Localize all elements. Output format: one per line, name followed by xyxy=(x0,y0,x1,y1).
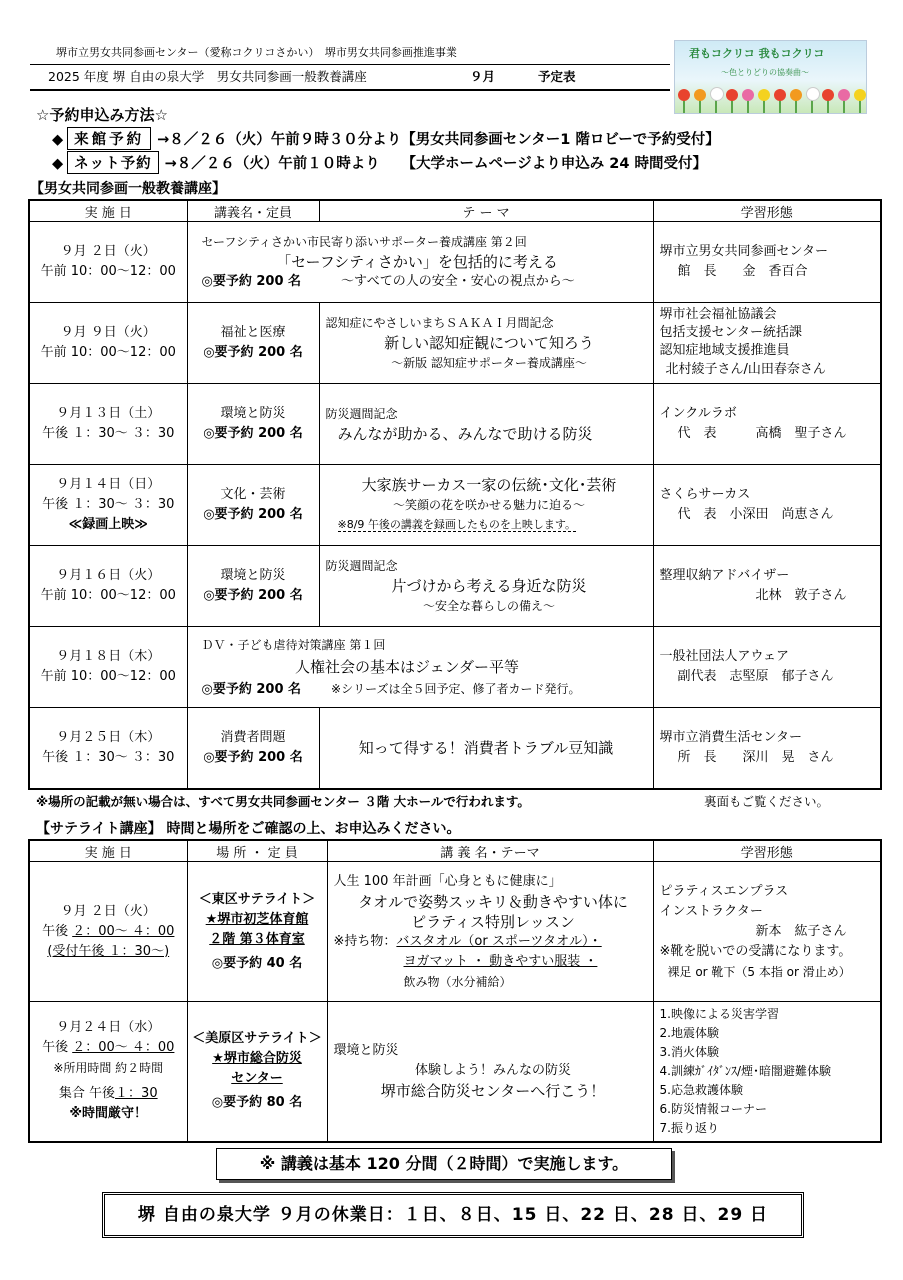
punctuality-note: ※時間厳守！ xyxy=(69,1106,148,1122)
column-header: 学習形態 xyxy=(653,200,881,222)
table-row xyxy=(29,222,881,303)
table-row xyxy=(29,862,881,1002)
course-theme: 人権社会の基本はジェンダー平等 xyxy=(294,657,520,676)
course-theme: 知って得する！消費者トラブル豆知識 xyxy=(358,738,614,757)
gather-time: １：30 xyxy=(115,1086,158,1102)
course-series: 人生 100 年計画「心身ともに健康に」 xyxy=(333,873,562,889)
course-time: 午前 10：00～12：00 xyxy=(40,588,176,603)
schedule-label: 予定表 xyxy=(538,69,576,84)
reservation-row-net xyxy=(52,151,707,174)
bring-item: 飲み物（水分補給） xyxy=(403,974,512,989)
venue-name: センター xyxy=(231,1071,283,1087)
lecturer-name: 新本 紘子さん xyxy=(755,923,847,939)
activity-item: 7.振り返り xyxy=(659,1120,719,1135)
activity-item: 1.映像による災害学習 xyxy=(659,1006,779,1021)
satellite-area: ＜美原区サテライト＞ xyxy=(192,1031,322,1047)
course-time: 午後 １：30～ ３：30 xyxy=(42,426,175,441)
venue-room: ２階 第３体育室 xyxy=(209,931,305,947)
course-category: 文化・芸術 xyxy=(220,487,286,502)
lecturer-name: 所 長 深川 晃 さん xyxy=(677,749,834,765)
lecturer-name: 代 表 高橋 聖子さん xyxy=(677,426,847,441)
table-header-row xyxy=(29,840,881,862)
course-theme: 片づけから考える身近な防災 xyxy=(391,577,587,595)
course-capacity: ◎要予約 200 名 xyxy=(203,588,303,603)
lecturer-name: 館 長 金 香百合 xyxy=(677,264,808,279)
activity-item: 6.防災情報コーナー xyxy=(659,1101,767,1116)
bring-items-label: ※持ち物： xyxy=(333,933,397,949)
course-category: 環境と防災 xyxy=(220,406,286,421)
course-date: ９月１６日（火） xyxy=(56,568,161,583)
column-header: 学習形態 xyxy=(653,840,881,862)
bring-item: ヨガマット ・ 動きやすい服装 ・ xyxy=(403,953,598,969)
table-row xyxy=(29,546,881,627)
course-capacity: ◎要予約 200 名 xyxy=(203,426,303,441)
table-row xyxy=(29,627,881,708)
lecturer-org: 堺市立消費生活センター xyxy=(659,729,802,745)
table-row xyxy=(29,708,881,789)
visit-reservation-text: →８／２６（火）午前９時３０分より【男女共同参画センター1 階ロビーで予約受付】 xyxy=(157,132,720,148)
page-title-bar xyxy=(30,64,670,91)
course-series: 防災週間記念 xyxy=(325,559,398,573)
course-date: ９月２４日（水） xyxy=(56,1020,161,1036)
general-section-title: 【男女共同参画一般教養講座】 xyxy=(30,181,226,197)
lecturer-org: インクルラボ xyxy=(659,406,737,421)
table-header-row xyxy=(29,200,881,222)
reservation-title: ☆予約申込み方法☆ xyxy=(36,106,168,124)
month-label: ９月 xyxy=(470,69,496,84)
activity-item: 2.地震体験 xyxy=(659,1025,719,1040)
diamond-bullet-icon: ◆ xyxy=(52,156,64,172)
course-capacity: ◎要予約 200 名 xyxy=(201,274,302,289)
column-header: 実 施 日 xyxy=(29,200,187,222)
lecturer-org: 堺市立男女共同参画センター xyxy=(659,244,828,259)
column-header: 場 所 ・ 定 員 xyxy=(187,840,327,862)
column-header: テ ー マ xyxy=(319,200,653,222)
lecturer-name: 北村綾子さん/山田春奈さん xyxy=(665,362,826,377)
course-time: 午前 10：00～12：00 xyxy=(40,345,176,360)
course-date: ９月２５日（木） xyxy=(56,729,161,745)
satellite-course-table xyxy=(28,839,882,1143)
column-header: 実 施 日 xyxy=(29,840,187,862)
course-subtitle: ～すべての人の安全・安心の視点から～ xyxy=(341,274,575,289)
net-reservation-label: ネット予約 xyxy=(67,151,159,174)
organization-line: 堺市立男女共同参画センター（愛称コクリコさかい） 堺市男女共同参画推進事業 xyxy=(56,46,457,59)
course-time-prefix: 午後 xyxy=(42,923,73,939)
course-date: ９月 ２日（火） xyxy=(60,244,156,259)
course-category: 福祉と医療 xyxy=(220,325,286,340)
satellite-section-title: 【サテライト講座】 時間と場所をご確認の上、お申込みください。 xyxy=(36,821,461,837)
reception-time: (受付午後 １：30～) xyxy=(47,943,170,959)
venue-name: ★堺市初芝体育館 xyxy=(205,911,309,927)
table-row xyxy=(29,1002,881,1142)
bring-item: バスタオル（or スポーツタオル）・ xyxy=(396,933,602,949)
diamond-bullet-icon: ◆ xyxy=(52,132,64,148)
course-series: ＤＶ・子ども虐待対策講座 第１回 xyxy=(201,637,386,652)
reservation-row-visit xyxy=(52,127,720,150)
basic-duration-note: ※ 講義は基本 120 分間（２時間）で実施します。 xyxy=(216,1148,672,1180)
course-series: セーフシティさかい市民寄り添いサポーター養成講座 第２回 xyxy=(201,235,527,249)
course-theme: タオルで姿勢スッキリ＆動きやすい体に xyxy=(358,892,628,911)
visit-reservation-label: 来館予約 xyxy=(67,127,151,150)
course-subtitle: ピラティス特別レッスン xyxy=(411,912,575,931)
shoe-note: 裸足 or 靴下（5 本指 or 滑止め） xyxy=(667,964,851,979)
course-time: ２：00～ ４：00 xyxy=(72,923,175,939)
course-date: ９月 ２日（火） xyxy=(60,903,156,919)
lecturer-org: ピラティスエンプラス xyxy=(659,883,789,899)
course-date: ９月１４日（日） xyxy=(56,477,161,492)
course-subtitle: ※シリーズは全５回予定、修了者カード発行。 xyxy=(331,681,581,696)
location-note: ※場所の記載が無い場合は、すべて男女共同参画センター ３階 大ホールで行われます。 xyxy=(36,794,530,809)
course-time: 午前 10：00～12：00 xyxy=(40,264,176,279)
table-row xyxy=(29,384,881,465)
course-capacity: ◎要予約 200 名 xyxy=(201,681,302,697)
course-capacity: ◎要予約 80 名 xyxy=(211,1095,303,1111)
lecturer-org: 包括支援センター統括課 xyxy=(659,325,802,340)
course-series: 環境と防災 xyxy=(333,1043,399,1059)
lecturer-org: さくらサーカス xyxy=(659,487,751,502)
course-capacity: ◎要予約 40 名 xyxy=(211,955,303,971)
course-time-prefix: 午後 xyxy=(42,1040,73,1056)
course-theme: 「セーフシティさかい」を包括的に考える xyxy=(276,253,558,271)
course-capacity: ◎要予約 200 名 xyxy=(203,345,303,360)
course-capacity: ◎要予約 200 名 xyxy=(203,749,303,765)
net-reservation-text: →８／２６（火）午前１０時より 【大学ホームページより申込み 24 時間受付】 xyxy=(164,156,708,172)
course-subtitle: ～安全な暮らしの備え～ xyxy=(422,599,555,613)
course-date: ９月１３日（土） xyxy=(56,406,161,421)
course-theme: みんなが助かる、みんなで助ける防災 xyxy=(337,425,593,443)
column-header: 講義名・定員 xyxy=(187,200,319,222)
lecturer-name: 北林 敦子さん xyxy=(755,588,847,603)
course-series: 防災週間記念 xyxy=(325,407,398,421)
venue-name: ★堺市総合防災 xyxy=(212,1051,302,1067)
banner-subslogan: ～色とりどりの協奏曲～ xyxy=(721,68,809,77)
lecturer-name: 副代表 志堅原 郁子さん xyxy=(677,669,834,684)
activity-item: 3.消火体験 xyxy=(659,1044,719,1059)
lecturer-org: 整理収納アドバイザー xyxy=(659,568,790,583)
duration-note: ※所用時間 約２時間 xyxy=(53,1061,164,1076)
course-subtitle: ～新版 認知症サポーター養成講座～ xyxy=(391,356,587,370)
lecturer-name: 代 表 小深田 尚恵さん xyxy=(677,507,834,522)
cocoricot-banner-image xyxy=(674,40,867,114)
course-time: 午前 10：00～12：00 xyxy=(40,669,176,684)
program-title: 2025 年度 堺 自由の泉大学 男女共同参画一般教養講座 xyxy=(48,69,367,84)
course-time: 午後 １：30～ ３：30 xyxy=(42,497,175,512)
course-time: 午後 １：30～ ３：30 xyxy=(42,749,175,765)
table-row xyxy=(29,465,881,546)
course-theme: 新しい認知症観について知ろう xyxy=(384,334,594,352)
course-date: ９月 ９日（火） xyxy=(60,325,156,340)
general-course-table xyxy=(28,199,882,790)
banner-slogan: 君もコクリコ 我もコクリコ xyxy=(689,47,825,60)
course-subtitle: ～笑顔の花を咲かせる魅力に迫る～ xyxy=(392,498,585,512)
course-category: 消費者問題 xyxy=(220,729,286,745)
course-capacity: ◎要予約 200 名 xyxy=(203,507,303,522)
course-date: ９月１８日（木） xyxy=(56,649,161,664)
column-header: 講 義 名・テーマ xyxy=(327,840,653,862)
course-subtitle: 堺市総合防災センターへ行こう！ xyxy=(380,1082,606,1101)
lecturer-org: 堺市社会福祉協議会 xyxy=(659,307,777,322)
satellite-area: ＜東区サテライト＞ xyxy=(198,891,316,907)
course-category: 環境と防災 xyxy=(220,568,286,583)
shoe-note: ※靴を脱いでの受講になります。 xyxy=(659,943,852,959)
gather-label: 集合 午後 xyxy=(58,1086,116,1102)
lecturer-org: 一般社団法人アウェア xyxy=(659,649,789,664)
lecturer-org: 認知症地域支援推進員 xyxy=(659,343,790,358)
course-theme: 体験しよう！みんなの防災 xyxy=(414,1063,571,1079)
activity-item: 5.応急救護体験 xyxy=(659,1082,743,1097)
course-series: 認知症にやさしいまちＳＡＫＡＩ月間記念 xyxy=(325,316,554,330)
recording-note: ※8/9 午後の講義を録画したものを上映します。 xyxy=(337,518,577,531)
recording-badge: ≪録画上映≫ xyxy=(68,517,148,532)
lecturer-title: インストラクター xyxy=(659,903,763,919)
course-theme: 大家族サーカス一家の伝統･文化･芸術 xyxy=(361,476,617,494)
holiday-notice: 堺 自由の泉大学 ９月の休業日：１日、８日、15 日、22 日、28 日、29 日 xyxy=(102,1192,804,1238)
activity-item: 4.訓練ｶﾞｲﾀﾞﾝｽ/煙･暗闇避難体験 xyxy=(659,1063,831,1078)
course-time: ２：00～ ４：00 xyxy=(72,1040,175,1056)
table-row xyxy=(29,303,881,384)
back-page-note: 裏面もご覧ください。 xyxy=(704,794,830,809)
